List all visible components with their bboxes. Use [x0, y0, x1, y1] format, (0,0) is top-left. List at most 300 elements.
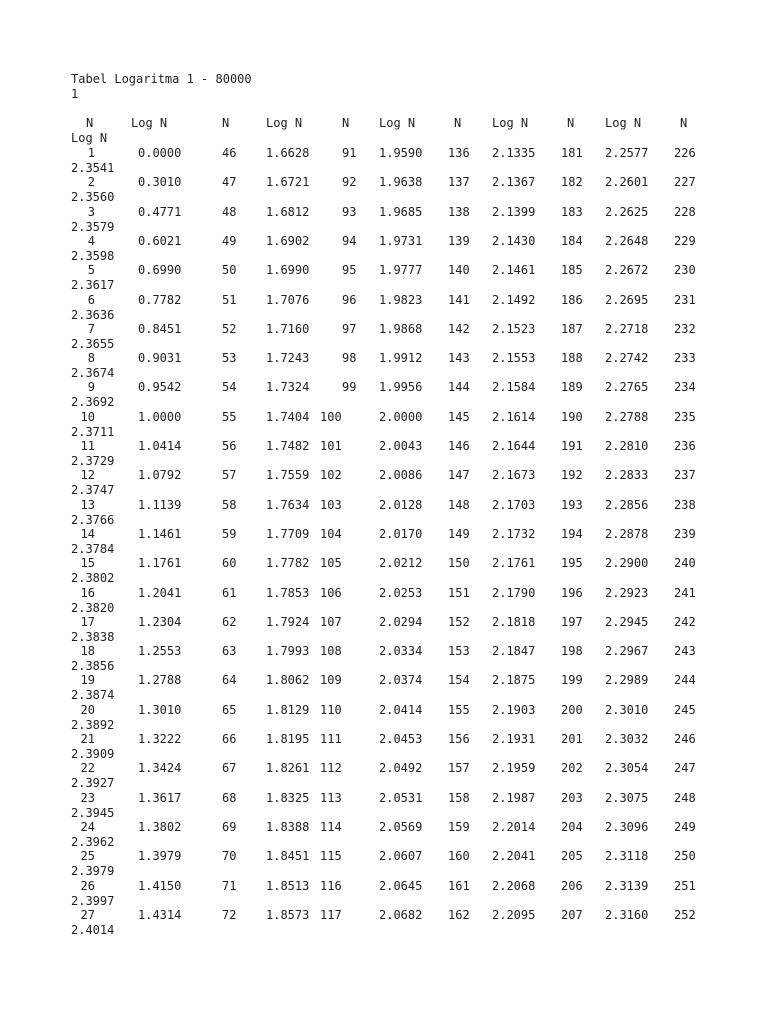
log-value: 2.2923	[605, 586, 649, 600]
log-value: 2.0253	[379, 586, 423, 600]
n-value: 252	[674, 908, 696, 922]
log-value: 2.0170	[379, 527, 423, 541]
log-value: 2.1644	[492, 439, 536, 453]
log-value: 1.7324	[266, 380, 310, 394]
n-value: 137	[448, 175, 470, 189]
log-value: 1.8195	[266, 732, 310, 746]
log-value: 2.1367	[492, 175, 536, 189]
log-value: 2.0128	[379, 498, 423, 512]
n-value: 246	[674, 732, 696, 746]
n-value: 70	[222, 849, 237, 863]
n-value: 143	[448, 351, 470, 365]
log-value: 1.3222	[138, 732, 182, 746]
log-value: 2.0531	[379, 791, 423, 805]
log-value: 1.9868	[379, 322, 423, 336]
log-value: 2.1987	[492, 791, 536, 805]
log-value: 2.3579	[71, 220, 115, 234]
log-value: 1.2788	[138, 673, 182, 687]
n-value: 99	[342, 380, 357, 394]
log-value: 1.6812	[266, 205, 310, 219]
n-value: 245	[674, 703, 696, 717]
log-value: 1.9823	[379, 293, 423, 307]
n-value: 140	[448, 263, 470, 277]
n-value: 243	[674, 644, 696, 658]
log-value: 2.2014	[492, 820, 536, 834]
log-value: 2.2810	[605, 439, 649, 453]
n-value: 97	[342, 322, 357, 336]
n-value: 233	[674, 351, 696, 365]
n-value: 242	[674, 615, 696, 629]
log-value: 2.3945	[71, 806, 115, 820]
n-value: 148	[448, 498, 470, 512]
log-value: 1.7924	[266, 615, 310, 629]
n-value: 6	[87, 293, 95, 307]
log-value: 1.2304	[138, 615, 182, 629]
log-value: 1.4314	[138, 908, 182, 922]
log-value: 2.3927	[71, 776, 115, 790]
n-value: 16	[80, 586, 95, 600]
log-value: 2.0492	[379, 761, 423, 775]
log-value: 2.2648	[605, 234, 649, 248]
log-value: 2.2788	[605, 410, 649, 424]
n-value: 22	[80, 761, 95, 775]
n-value: 235	[674, 410, 696, 424]
n-value: 193	[561, 498, 583, 512]
n-value: 46	[222, 146, 237, 160]
log-value: 2.1673	[492, 468, 536, 482]
log-value: 0.7782	[138, 293, 182, 307]
n-value: 194	[561, 527, 583, 541]
log-value: 2.3962	[71, 835, 115, 849]
n-value: 155	[448, 703, 470, 717]
log-value: 1.7482	[266, 439, 310, 453]
log-value: 2.2695	[605, 293, 649, 307]
column-header: N	[86, 116, 94, 130]
log-value: 1.7076	[266, 293, 310, 307]
n-value: 202	[561, 761, 583, 775]
log-value: 2.2718	[605, 322, 649, 336]
log-value: 1.8451	[266, 849, 310, 863]
log-value: 2.1399	[492, 205, 536, 219]
log-value: 2.0453	[379, 732, 423, 746]
n-value: 159	[448, 820, 470, 834]
log-value: 2.3979	[71, 864, 115, 878]
log-value: 2.3892	[71, 718, 115, 732]
column-header: N	[222, 116, 230, 130]
page-number: 1	[71, 87, 79, 101]
log-value: 2.2900	[605, 556, 649, 570]
n-value: 147	[448, 468, 470, 482]
log-value: 2.3747	[71, 483, 115, 497]
n-value: 114	[320, 820, 342, 834]
log-value: 2.1461	[492, 263, 536, 277]
log-value: 2.2833	[605, 468, 649, 482]
log-value: 2.1430	[492, 234, 536, 248]
n-value: 101	[320, 439, 342, 453]
n-value: 7	[87, 322, 95, 336]
n-value: 136	[448, 146, 470, 160]
n-value: 95	[342, 263, 357, 277]
n-value: 20	[80, 703, 95, 717]
n-value: 4	[87, 234, 95, 248]
log-value: 2.1553	[492, 351, 536, 365]
log-value: 2.3674	[71, 366, 115, 380]
log-value: 2.1959	[492, 761, 536, 775]
log-value: 2.3692	[71, 395, 115, 409]
n-value: 54	[222, 380, 237, 394]
column-header: Log N	[71, 131, 108, 145]
log-value: 1.3979	[138, 849, 182, 863]
n-value: 197	[561, 615, 583, 629]
log-value: 2.1761	[492, 556, 536, 570]
n-value: 25	[80, 849, 95, 863]
n-value: 160	[448, 849, 470, 863]
n-value: 98	[342, 351, 357, 365]
column-header: Log N	[131, 116, 168, 130]
log-value: 1.3802	[138, 820, 182, 834]
n-value: 241	[674, 586, 696, 600]
log-value: 2.3838	[71, 630, 115, 644]
log-value: 1.3617	[138, 791, 182, 805]
log-value: 2.0682	[379, 908, 423, 922]
n-value: 150	[448, 556, 470, 570]
n-value: 231	[674, 293, 696, 307]
n-value: 48	[222, 205, 237, 219]
n-value: 13	[80, 498, 95, 512]
n-value: 2	[87, 175, 95, 189]
n-value: 251	[674, 879, 696, 893]
log-value: 1.7243	[266, 351, 310, 365]
n-value: 103	[320, 498, 342, 512]
log-value: 1.4150	[138, 879, 182, 893]
log-value: 2.2041	[492, 849, 536, 863]
log-value: 2.0212	[379, 556, 423, 570]
n-value: 141	[448, 293, 470, 307]
log-value: 2.2967	[605, 644, 649, 658]
log-value: 0.0000	[138, 146, 182, 160]
log-value: 2.2095	[492, 908, 536, 922]
n-value: 92	[342, 175, 357, 189]
n-value: 156	[448, 732, 470, 746]
n-value: 116	[320, 879, 342, 893]
log-value: 2.3118	[605, 849, 649, 863]
n-value: 57	[222, 468, 237, 482]
log-value: 0.4771	[138, 205, 182, 219]
n-value: 15	[80, 556, 95, 570]
log-value: 1.9685	[379, 205, 423, 219]
log-value: 2.1847	[492, 644, 536, 658]
n-value: 49	[222, 234, 237, 248]
log-value: 1.2553	[138, 644, 182, 658]
log-value: 2.0607	[379, 849, 423, 863]
n-value: 17	[80, 615, 95, 629]
column-header: N	[567, 116, 575, 130]
log-value: 2.2672	[605, 263, 649, 277]
n-value: 66	[222, 732, 237, 746]
log-value: 2.4014	[71, 923, 115, 937]
n-value: 19	[80, 673, 95, 687]
log-value: 1.0792	[138, 468, 182, 482]
n-value: 100	[320, 410, 342, 424]
log-value: 1.8513	[266, 879, 310, 893]
log-value: 2.0000	[379, 410, 423, 424]
log-value: 2.1523	[492, 322, 536, 336]
log-value: 2.3909	[71, 747, 115, 761]
log-value: 1.6628	[266, 146, 310, 160]
n-value: 157	[448, 761, 470, 775]
log-value: 1.8573	[266, 908, 310, 922]
n-value: 154	[448, 673, 470, 687]
log-value: 2.1903	[492, 703, 536, 717]
log-value: 1.1461	[138, 527, 182, 541]
log-value: 2.0569	[379, 820, 423, 834]
log-value: 2.1584	[492, 380, 536, 394]
column-header: N	[680, 116, 688, 130]
column-header: Log N	[266, 116, 303, 130]
n-value: 204	[561, 820, 583, 834]
n-value: 59	[222, 527, 237, 541]
log-value: 2.3010	[605, 703, 649, 717]
log-value: 0.6990	[138, 263, 182, 277]
n-value: 1	[87, 146, 95, 160]
log-value: 2.0334	[379, 644, 423, 658]
n-value: 248	[674, 791, 696, 805]
n-value: 72	[222, 908, 237, 922]
log-value: 2.3820	[71, 601, 115, 615]
column-header: N	[342, 116, 350, 130]
log-value: 1.6902	[266, 234, 310, 248]
log-value: 2.2945	[605, 615, 649, 629]
n-value: 50	[222, 263, 237, 277]
n-value: 117	[320, 908, 342, 922]
n-value: 238	[674, 498, 696, 512]
n-value: 138	[448, 205, 470, 219]
log-value: 1.7160	[266, 322, 310, 336]
log-value: 1.7404	[266, 410, 310, 424]
n-value: 228	[674, 205, 696, 219]
log-value: 2.3874	[71, 688, 115, 702]
n-value: 112	[320, 761, 342, 775]
n-value: 3	[87, 205, 95, 219]
log-value: 2.2742	[605, 351, 649, 365]
n-value: 201	[561, 732, 583, 746]
log-value: 2.1492	[492, 293, 536, 307]
log-value: 2.3032	[605, 732, 649, 746]
log-value: 2.3139	[605, 879, 649, 893]
log-value: 2.0043	[379, 439, 423, 453]
log-value: 2.1818	[492, 615, 536, 629]
log-value: 2.3766	[71, 513, 115, 527]
n-value: 184	[561, 234, 583, 248]
n-value: 18	[80, 644, 95, 658]
column-header: Log N	[605, 116, 642, 130]
log-value: 1.6990	[266, 263, 310, 277]
log-value: 2.0374	[379, 673, 423, 687]
n-value: 111	[320, 732, 342, 746]
log-value: 2.3997	[71, 894, 115, 908]
log-value: 1.1139	[138, 498, 182, 512]
n-value: 190	[561, 410, 583, 424]
log-value: 1.8062	[266, 673, 310, 687]
log-value: 0.9542	[138, 380, 182, 394]
n-value: 189	[561, 380, 583, 394]
n-value: 109	[320, 673, 342, 687]
n-value: 108	[320, 644, 342, 658]
n-value: 64	[222, 673, 237, 687]
n-value: 146	[448, 439, 470, 453]
n-value: 229	[674, 234, 696, 248]
n-value: 149	[448, 527, 470, 541]
log-value: 1.7634	[266, 498, 310, 512]
n-value: 199	[561, 673, 583, 687]
n-value: 152	[448, 615, 470, 629]
n-value: 47	[222, 175, 237, 189]
n-value: 8	[87, 351, 95, 365]
log-value: 2.0294	[379, 615, 423, 629]
log-value: 1.9912	[379, 351, 423, 365]
log-value: 2.2601	[605, 175, 649, 189]
log-value: 2.1732	[492, 527, 536, 541]
n-value: 102	[320, 468, 342, 482]
n-value: 65	[222, 703, 237, 717]
log-value: 2.3655	[71, 337, 115, 351]
log-value: 2.3096	[605, 820, 649, 834]
n-value: 106	[320, 586, 342, 600]
n-value: 232	[674, 322, 696, 336]
n-value: 185	[561, 263, 583, 277]
n-value: 55	[222, 410, 237, 424]
n-value: 151	[448, 586, 470, 600]
log-value: 1.8325	[266, 791, 310, 805]
log-value: 1.9590	[379, 146, 423, 160]
log-value: 1.8129	[266, 703, 310, 717]
n-value: 206	[561, 879, 583, 893]
log-value: 2.2856	[605, 498, 649, 512]
log-value: 2.2765	[605, 380, 649, 394]
column-header: N	[454, 116, 462, 130]
n-value: 24	[80, 820, 95, 834]
n-value: 139	[448, 234, 470, 248]
n-value: 56	[222, 439, 237, 453]
n-value: 187	[561, 322, 583, 336]
n-value: 52	[222, 322, 237, 336]
log-value: 1.9777	[379, 263, 423, 277]
n-value: 182	[561, 175, 583, 189]
n-value: 23	[80, 791, 95, 805]
n-value: 14	[80, 527, 95, 541]
log-value: 2.3802	[71, 571, 115, 585]
log-value: 2.3075	[605, 791, 649, 805]
log-value: 2.1703	[492, 498, 536, 512]
log-value: 1.9638	[379, 175, 423, 189]
n-value: 104	[320, 527, 342, 541]
n-value: 200	[561, 703, 583, 717]
log-value: 1.0414	[138, 439, 182, 453]
n-value: 51	[222, 293, 237, 307]
n-value: 26	[80, 879, 95, 893]
log-value: 1.7709	[266, 527, 310, 541]
log-value: 1.3010	[138, 703, 182, 717]
n-value: 198	[561, 644, 583, 658]
log-value: 1.7559	[266, 468, 310, 482]
log-value: 2.2878	[605, 527, 649, 541]
n-value: 191	[561, 439, 583, 453]
column-header: Log N	[379, 116, 416, 130]
n-value: 230	[674, 263, 696, 277]
n-value: 62	[222, 615, 237, 629]
n-value: 244	[674, 673, 696, 687]
n-value: 161	[448, 879, 470, 893]
log-value: 2.0086	[379, 468, 423, 482]
log-value: 2.3711	[71, 425, 115, 439]
log-value: 1.8388	[266, 820, 310, 834]
n-value: 247	[674, 761, 696, 775]
log-value: 1.3424	[138, 761, 182, 775]
n-value: 5	[87, 263, 95, 277]
n-value: 61	[222, 586, 237, 600]
n-value: 9	[87, 380, 95, 394]
log-value: 1.7993	[266, 644, 310, 658]
log-value: 1.9731	[379, 234, 423, 248]
n-value: 236	[674, 439, 696, 453]
n-value: 68	[222, 791, 237, 805]
n-value: 67	[222, 761, 237, 775]
n-value: 93	[342, 205, 357, 219]
log-value: 1.7853	[266, 586, 310, 600]
log-value: 2.1335	[492, 146, 536, 160]
n-value: 196	[561, 586, 583, 600]
log-value: 0.3010	[138, 175, 182, 189]
n-value: 71	[222, 879, 237, 893]
log-value: 2.3054	[605, 761, 649, 775]
n-value: 91	[342, 146, 357, 160]
n-value: 113	[320, 791, 342, 805]
log-value: 2.3856	[71, 659, 115, 673]
n-value: 162	[448, 908, 470, 922]
log-value: 2.3729	[71, 454, 115, 468]
n-value: 249	[674, 820, 696, 834]
n-value: 115	[320, 849, 342, 863]
log-value: 2.0645	[379, 879, 423, 893]
log-value: 2.2577	[605, 146, 649, 160]
n-value: 27	[80, 908, 95, 922]
n-value: 94	[342, 234, 357, 248]
log-value: 2.1790	[492, 586, 536, 600]
log-value: 1.0000	[138, 410, 182, 424]
n-value: 183	[561, 205, 583, 219]
log-value: 2.1614	[492, 410, 536, 424]
n-value: 239	[674, 527, 696, 541]
log-value: 2.2625	[605, 205, 649, 219]
log-value: 2.1875	[492, 673, 536, 687]
n-value: 96	[342, 293, 357, 307]
n-value: 145	[448, 410, 470, 424]
n-value: 110	[320, 703, 342, 717]
n-value: 21	[80, 732, 95, 746]
n-value: 195	[561, 556, 583, 570]
n-value: 192	[561, 468, 583, 482]
log-value: 1.8261	[266, 761, 310, 775]
n-value: 144	[448, 380, 470, 394]
n-value: 105	[320, 556, 342, 570]
n-value: 58	[222, 498, 237, 512]
log-value: 0.9031	[138, 351, 182, 365]
log-value: 2.2989	[605, 673, 649, 687]
n-value: 226	[674, 146, 696, 160]
n-value: 10	[80, 410, 95, 424]
log-value: 1.2041	[138, 586, 182, 600]
n-value: 240	[674, 556, 696, 570]
